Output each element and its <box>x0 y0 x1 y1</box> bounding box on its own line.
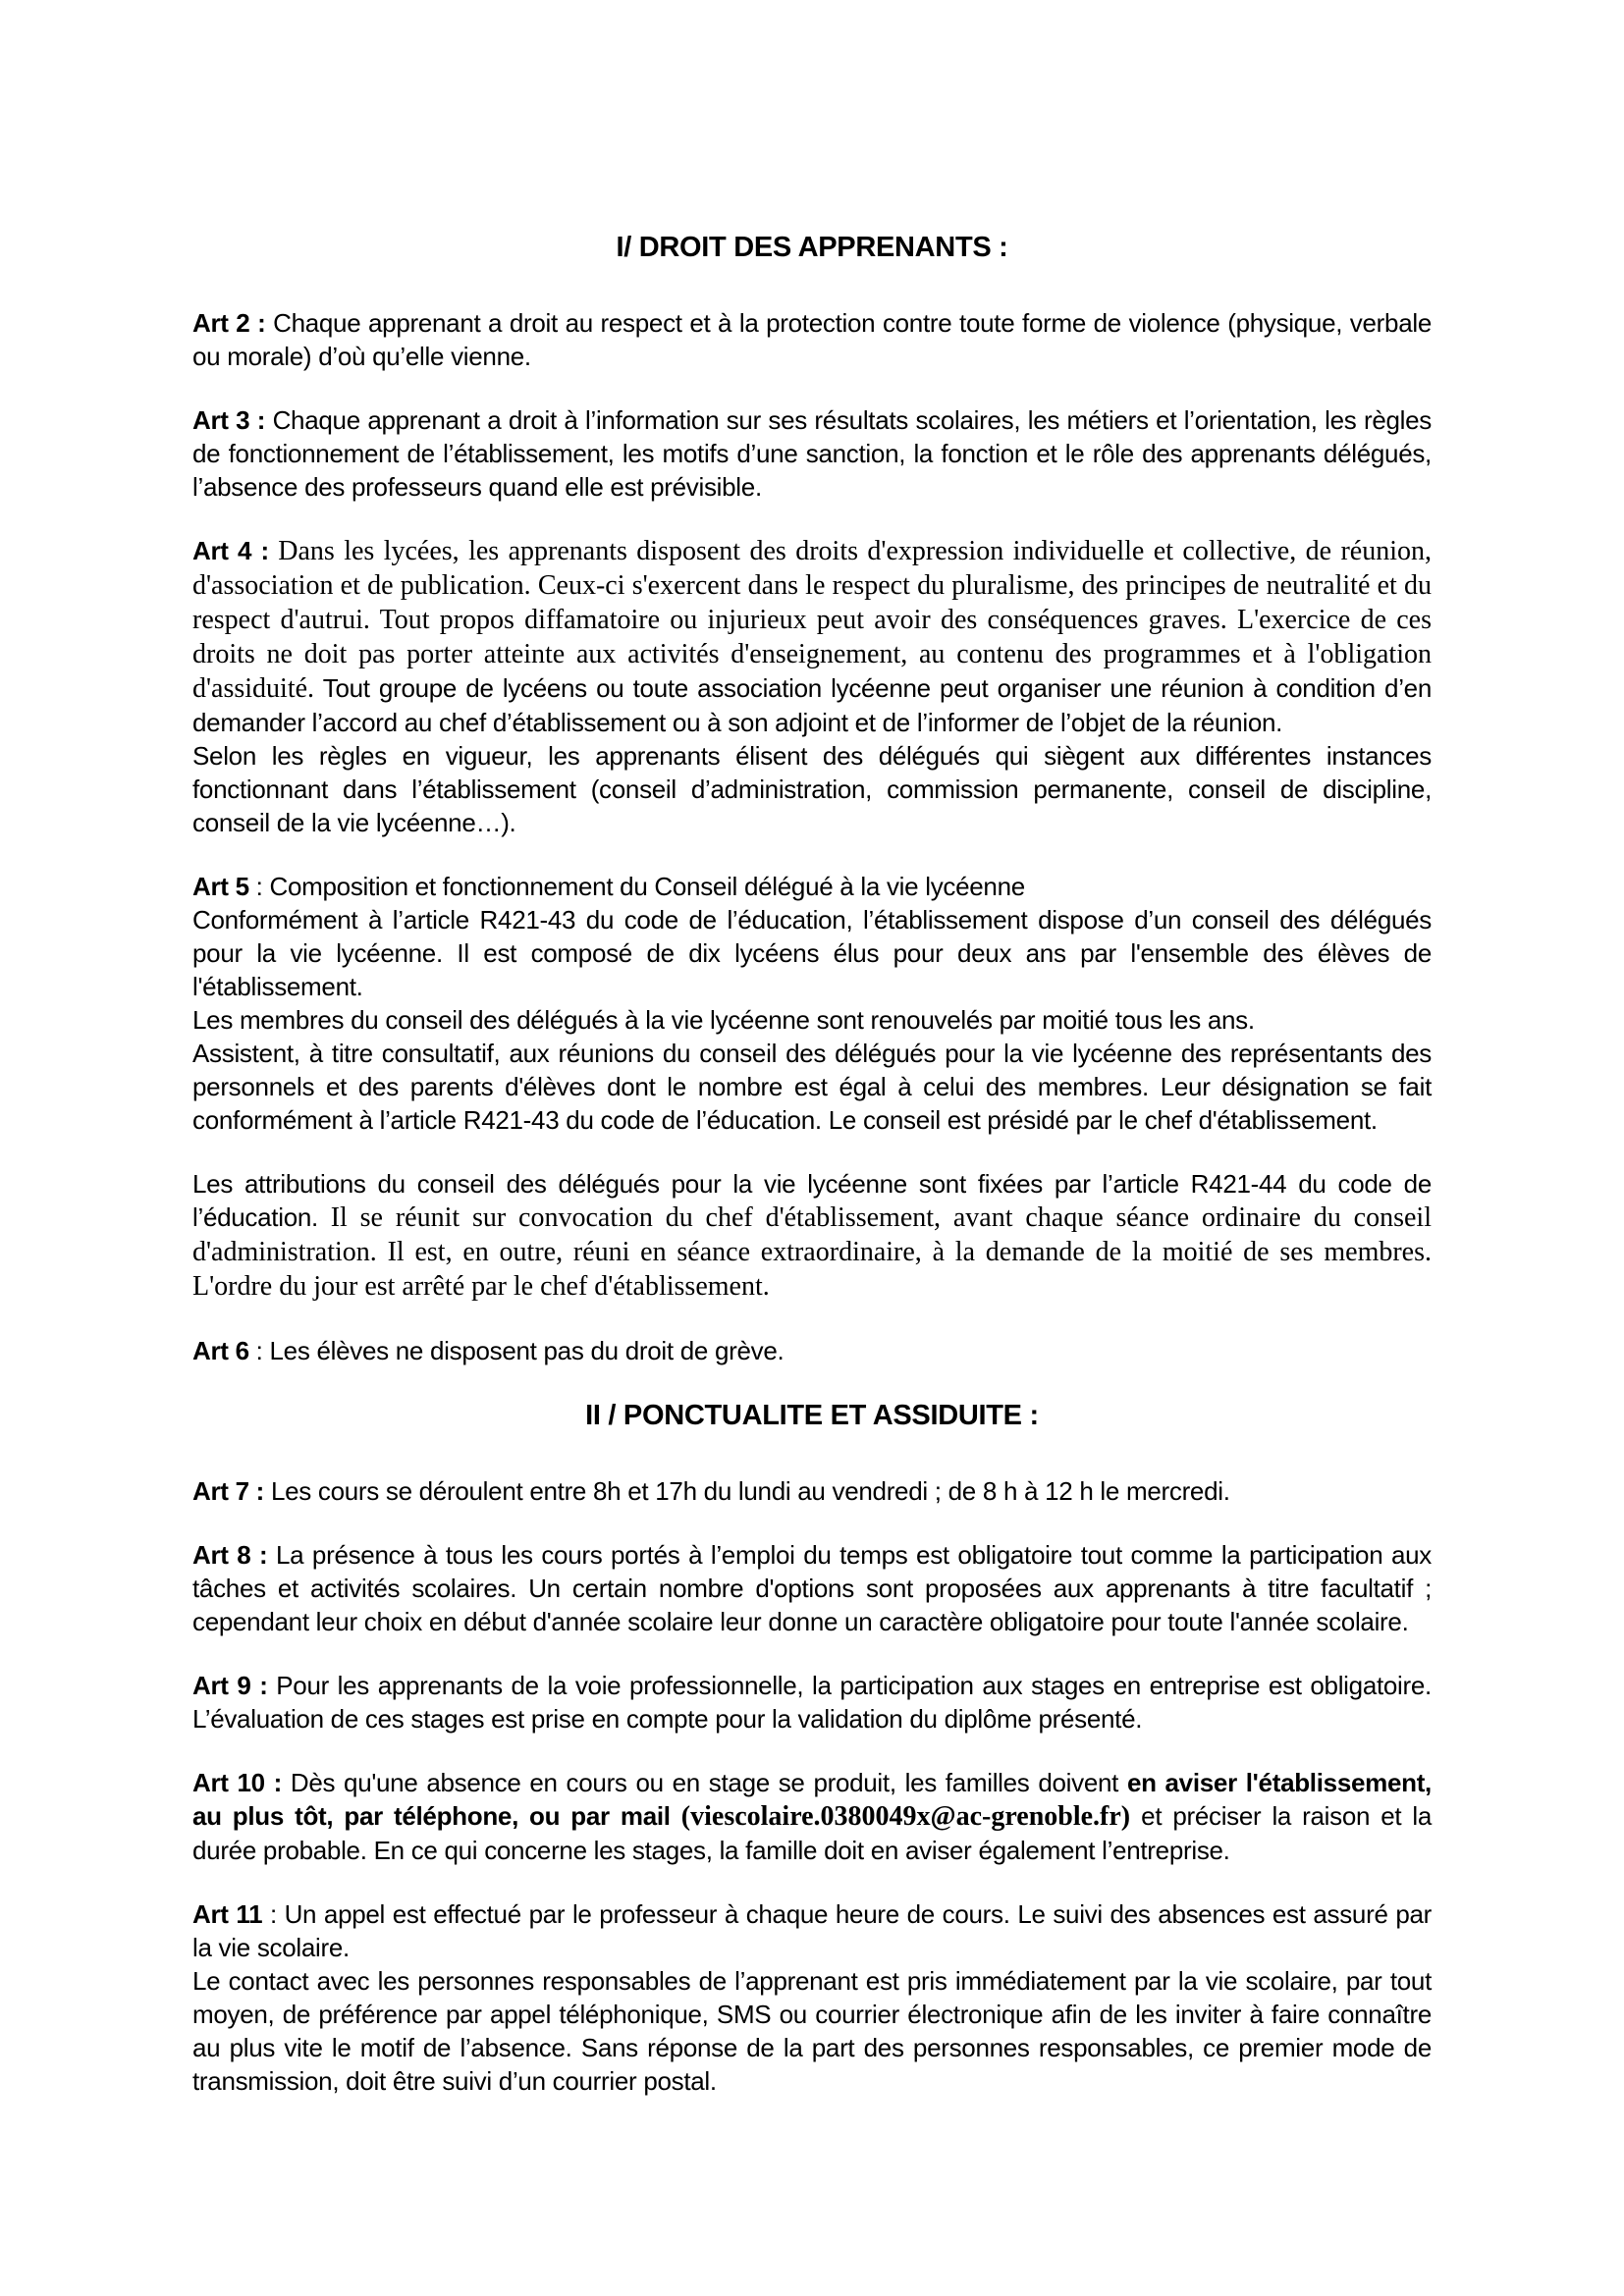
article-3 <box>192 403 1432 504</box>
article-8 <box>192 1538 1432 1638</box>
article-2-body: Chaque apprenant a droit au respect et à la protection contre toute forme de violence (physique, verbale ou morale) d’où qu’elle vienne. <box>192 308 1432 371</box>
article-11-main <box>192 1897 1432 1964</box>
article-2-label: Art 2 : <box>192 308 266 338</box>
article-9-label: Art 9 : <box>192 1671 268 1700</box>
article-4-main <box>192 534 1432 739</box>
article-6-label: Art 6 <box>192 1336 249 1365</box>
article-10-bold-run: en aviser l'établissement, au plus tôt, par téléphone, ou par mail <box>192 1768 1432 1831</box>
article-11-contact-block: Le contact avec les personnes responsables de l’apprenant est pris immédiatement par la vie scolaire, par tout moyen, de préférence par appel téléphonique, SMS ou courrier électronique afin de les inviter à faire connaître au plus vite le motif de l’absence. Sans réponse de la part des personnes responsables, ce premier mode de transmission, doit être suivi d’un courrier postal. <box>192 1966 1432 2096</box>
article-10 <box>192 1766 1432 1867</box>
article-4-label: Art 4 : <box>192 536 269 565</box>
article-6-body: : Les élèves ne disposent pas du droit de grève. <box>248 1336 785 1365</box>
article-11-label: Art 11 <box>192 1899 263 1929</box>
attributions-serif-rest: Il se réunit sur convocation du chef d'établissement, avant chaque séance ordinaire du conseil d'administration. Il est, en outre, réuni en séance extraordinaire, à la demande de la moitié de ses membres. L'ordre du jour est arrêté par le chef d'établissement. <box>192 1202 1432 1302</box>
attributions-paragraph <box>192 1167 1432 1304</box>
article-3-body: Chaque apprenant a droit à l’information sur ses résultats scolaires, les métiers et l’orientation, les règles de fonctionnement de l’établissement, les motifs d’une sanction, la fonction et le rôle des apprenants délégués, l’absence des professeurs quand elle est prévisible. <box>192 405 1432 502</box>
article-5-heading-text: : Composition et fonctionnement du Conseil délégué à la vie lycéenne <box>248 872 1025 901</box>
article-4-line2: Selon les règles en vigueur, les apprenants élisent des délégués qui siègent aux différentes instances fonctionnant dans l’établissement (conseil d’administration, commission permanente, conseil de discipline, conseil de la vie lycéenne…). <box>192 741 1432 837</box>
article-5-line2: Les membres du conseil des délégués à la vie lycéenne sont renouvelés par moitié tous les ans. <box>192 1005 1255 1035</box>
article-5-label: Art 5 <box>192 872 249 901</box>
article-5 <box>192 870 1432 1137</box>
attributions-sans-lead: Les attributions du conseil des délégués pour la vie lycéenne sont fixées par l’article R421-44 du code de l’éducation. <box>192 1169 1432 1232</box>
article-10-tail: et préciser la raison et la durée probable. En ce qui concerne les stages, la famille doit en aviser également l’entreprise. <box>192 1801 1432 1865</box>
article-5-heading <box>192 870 1432 903</box>
section-1-title: I/ DROIT DES APPRENANTS : <box>616 232 1008 263</box>
article-8-label: Art 8 : <box>192 1540 268 1570</box>
article-2 <box>192 306 1432 373</box>
article-4-serif-body: Dans les lycées, les apprenants disposent des droits d'expression individuelle et collective, de réunion, d'association et de publication. Ceux-ci s'exercent dans le respect du pluralisme, des principes de neutralité et du respect d'autrui. Tout propos diffamatoire ou injurieux peut avoir des conséquences graves. L'exercice de ces droits ne doit pas porter atteinte aux activités d'enseignement, au contenu des programmes et à l'obligation d'assiduité. <box>192 536 1432 704</box>
article-9 <box>192 1669 1432 1735</box>
article-4 <box>192 534 1432 839</box>
article-11-line1: : Un appel est effectué par le professeur à chaque heure de cours. Le suivi des absences est assuré par la vie scolaire. <box>192 1899 1432 1962</box>
article-5-line3: Assistent, à titre consultatif, aux réunions du conseil des délégués pour la vie lycéenne des représentants des personnels et des parents d'élèves dont le nombre est égal à celui des membres. Leur désignation se fait conformément à l’article R421-43 du code de l’éducation. Le conseil est présidé par le chef d'établissement. <box>192 1039 1432 1135</box>
article-6 <box>192 1334 1432 1367</box>
article-8-body: La présence à tous les cours portés à l’emploi du temps est obligatoire tout comme la participation aux tâches et activités scolaires. Un certain nombre d'options sont proposées aux apprenants à titre facultatif ; cependant leur choix en début d'année scolaire leur donne un caractère obligatoire pour toute l'année scolaire. <box>192 1540 1432 1636</box>
article-10-label: Art 10 : <box>192 1768 283 1797</box>
article-11 <box>192 1897 1432 2098</box>
article-7-body: Les cours se déroulent entre 8h et 17h du lundi au vendredi ; de 8 h à 12 h le mercredi. <box>264 1476 1230 1506</box>
article-10-lead: Dès qu'une absence en cours ou en stage se produit, les familles doivent <box>282 1768 1127 1797</box>
article-10-email: (viescolaire.0380049x@ac-grenoble.fr) <box>680 1801 1131 1832</box>
article-7 <box>192 1474 1432 1508</box>
article-7-label: Art 7 : <box>192 1476 265 1506</box>
article-9-body: Pour les apprenants de la voie professionnelle, la participation aux stages en entreprise est obligatoire. L’évaluation de ces stages est prise en compte pour la validation du diplôme présenté. <box>192 1671 1432 1734</box>
article-3-label: Art 3 : <box>192 405 266 435</box>
article-4-sans-body: Tout groupe de lycéens ou toute association lycéenne peut organiser une réunion à condition d’en demander l’accord au chef d’établissement ou à son adjoint et de l’informer de l’objet de la réunion. <box>192 673 1432 737</box>
article-5-line1: Conformément à l’article R421-43 du code de l’éducation, l’établissement dispose d’un conseil des délégués pour la vie lycéenne. Il est composé de dix lycéens élus pour deux ans par l'ensemble des élèves de l'établissement. <box>192 905 1432 1001</box>
article-4-second-block <box>192 739 1432 839</box>
section-2-title: II / PONCTUALITE ET ASSIDUITE : <box>585 1400 1039 1431</box>
